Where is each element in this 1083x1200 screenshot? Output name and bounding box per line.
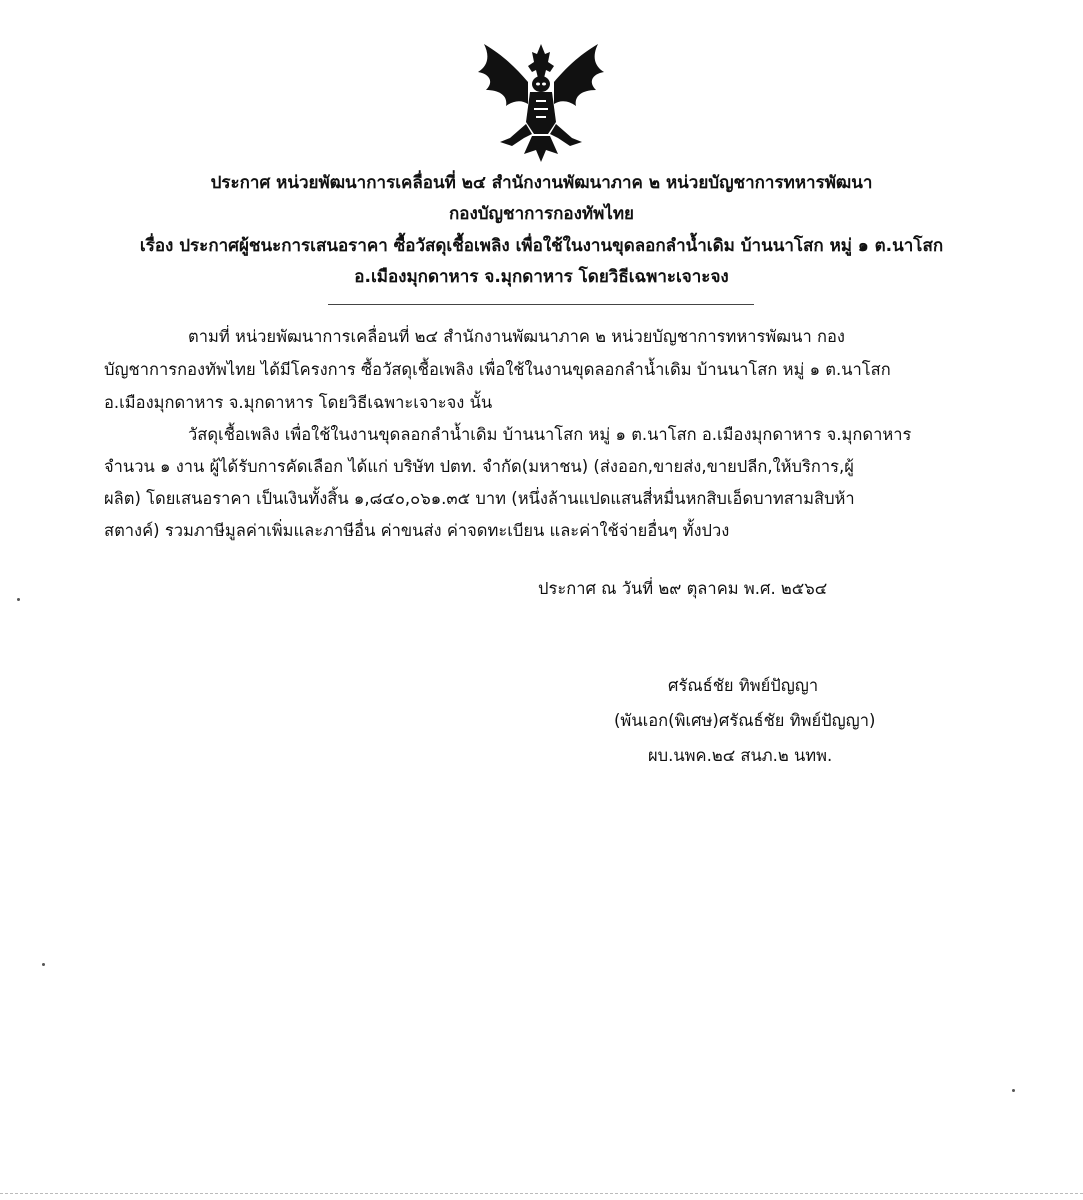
announcement-subject: เรื่อง ประกาศผู้ชนะการเสนอราคา ซื้อวัสดุเชื้อเพลิง เพื่อใช้ในงานขุดลอกลำน้ำเดิม บ้านนาโสก หมู่ ๑ ต.นาโสก (139, 236, 944, 256)
paragraph-2-line-2: จำนวน ๑ งาน ผู้ได้รับการคัดเลือก ได้แก่ บริษัท ปตท. จำกัด(มหาชน) (ส่งออก,ขายส่ง,ขายปลีก,ให้บริการ,ผู้ (104, 457, 854, 476)
announcement-subject-location: อ.เมืองมุกดาหาร จ.มุกดาหาร โดยวิธีเฉพาะเจาะจง (354, 267, 729, 287)
scan-speck (17, 598, 20, 601)
scan-speck (42, 963, 45, 966)
announcement-date: ประกาศ ณ วันที่ ๒๙ ตุลาคม พ.ศ. ๒๕๖๔ (538, 579, 828, 598)
signatory-full-name: (พันเอก(พิเศษ)ศรัณธ์ชัย ทิพย์ปัญญา) (614, 711, 876, 730)
paragraph-2-line-4: สตางค์) รวมภาษีมูลค่าเพิ่มและภาษีอื่น ค่าขนส่ง ค่าจดทะเบียน และค่าใช้จ่ายอื่นๆ ทั้งปวง (104, 521, 730, 540)
paragraph-1-line-3: อ.เมืองมุกดาหาร จ.มุกดาหาร โดยวิธีเฉพาะเจาะจง นั้น (104, 393, 493, 412)
paragraph-1-line-1: ตามที่ หน่วยพัฒนาการเคลื่อนที่ ๒๔ สำนักงานพัฒนาภาค ๒ หน่วยบัญชาการทหารพัฒนา กอง (188, 327, 845, 346)
title-divider (328, 304, 754, 305)
announcement-title-organization: กองบัญชาการกองทัพไทย (448, 204, 635, 224)
scan-speck (1012, 1089, 1015, 1092)
garuda-emblem-icon (466, 38, 616, 166)
signatory-position: ผบ.นพค.๒๔ สนภ.๒ นทพ. (648, 746, 833, 765)
announcement-title: ประกาศ หน่วยพัฒนาการเคลื่อนที่ ๒๔ สำนักงานพัฒนาภาค ๒ หน่วยบัญชาการทหารพัฒนา (210, 173, 873, 193)
scan-edge-line (0, 1193, 1083, 1194)
paragraph-1-line-2: บัญชาการกองทัพไทย ได้มีโครงการ ซื้อวัสดุเชื้อเพลิง เพื่อใช้ในงานขุดลอกลำน้ำเดิม บ้านนาโสก หมู่ ๑ ต.นาโสก (104, 360, 891, 379)
paragraph-2-line-1: วัสดุเชื้อเพลิง เพื่อใช้ในงานขุดลอกลำน้ำเดิม บ้านนาโสก หมู่ ๑ ต.นาโสก อ.เมืองมุกดาหาร จ.มุกดาหาร (188, 425, 912, 444)
paragraph-2-line-3: ผลิต) โดยเสนอราคา เป็นเงินทั้งสิ้น ๑,๘๔๐,๐๖๑.๓๕ บาท (หนึ่งล้านแปดแสนสี่หมื่นหกสิบเอ็ดบาทสามสิบห้า (104, 489, 855, 508)
signature-name: ศรัณธ์ชัย ทิพย์ปัญญา (668, 676, 819, 695)
